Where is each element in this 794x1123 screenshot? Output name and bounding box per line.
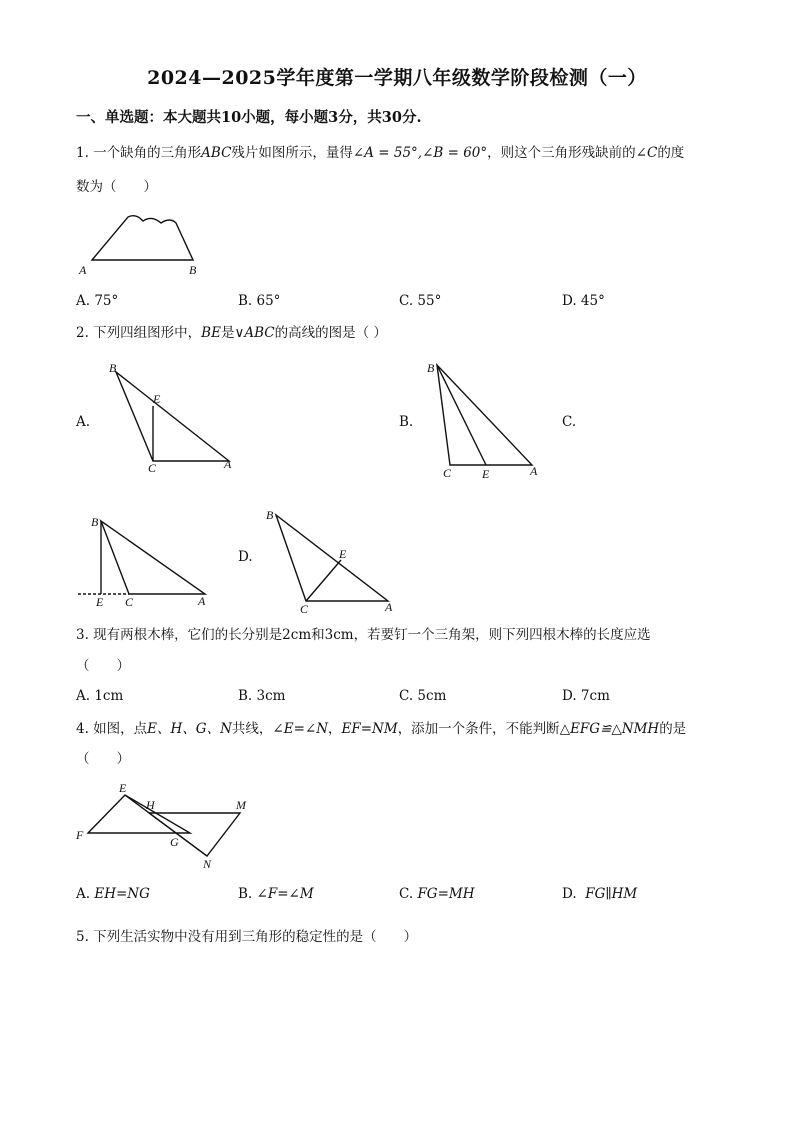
q2-figure-b[interactable] [420, 357, 550, 482]
q4-option-b-prefix: B. [238, 886, 253, 902]
q2a-label-a: A [224, 457, 232, 471]
q2-triangle-name: ∨ABC [234, 325, 275, 341]
q4-option-a[interactable] [76, 886, 150, 902]
q1-option-c[interactable]: C. 55° [399, 293, 442, 309]
q4-label-e: E [119, 781, 127, 795]
q4-text: ，添加一个条件，不能判断 [397, 721, 560, 737]
q3-option-a[interactable]: A. 1cm [76, 688, 124, 704]
q2d-label-c: C [300, 602, 309, 615]
q4-option-c-prefix: C. [399, 886, 414, 902]
q4-option-a-text: EH=NG [94, 886, 150, 902]
q4-text: 4. 如图，点 [76, 721, 148, 737]
question-2-stem [76, 323, 387, 343]
q1-text: 1. 一个缺角的三角形 [76, 145, 202, 161]
q2-option-d-label[interactable]: D. [238, 549, 253, 565]
q2b-label-c: C [443, 466, 452, 480]
q4-option-d[interactable] [562, 886, 637, 902]
q2c-label-c: C [125, 595, 134, 609]
q2-text: 是 [220, 325, 235, 341]
question-1-stem [76, 143, 684, 163]
q4-option-b[interactable] [238, 886, 314, 902]
q2d-segment-ce [306, 560, 341, 601]
q2-segment: BE [201, 325, 221, 341]
q3-option-d[interactable]: D. 7cm [562, 688, 610, 704]
q2a-label-b: B [109, 361, 117, 375]
q4-side-condition: EF=NM [341, 721, 398, 737]
q3-option-c[interactable]: C. 5cm [399, 688, 447, 704]
q4-label-g: G [170, 835, 179, 849]
q2b-triangle [437, 365, 532, 465]
q2c-label-b: B [91, 515, 99, 529]
q4-angle-condition: ∠E=∠N [272, 721, 329, 737]
q3-option-b[interactable]: B. 3cm [238, 688, 286, 704]
q2c-triangle [101, 521, 205, 594]
question-4-stem [76, 719, 686, 739]
q4-text: 的是 [659, 721, 687, 737]
q1-option-a[interactable]: A. 75° [76, 293, 119, 309]
q2-figure-a[interactable] [100, 360, 245, 475]
q2d-triangle [276, 515, 388, 601]
q4-option-d-text: FG∥HM [585, 886, 638, 902]
q4-option-a-prefix: A. [76, 886, 91, 902]
q2b-segment-be [437, 365, 486, 465]
q4-line-en [125, 795, 207, 856]
q2d-label-b: B [266, 508, 274, 522]
q2a-label-c: C [148, 461, 157, 475]
q4-text: 共线， [231, 721, 273, 737]
q2b-label-b: B [427, 361, 435, 375]
q1-option-d[interactable]: D. 45° [562, 293, 605, 309]
q2-text: 2. 下列四组图形中， [76, 325, 202, 341]
q2-option-b-label[interactable]: B. [399, 414, 414, 430]
q4-congruence: △EFG≌△NMH [559, 721, 660, 737]
q4-option-b-text: ∠F=∠M [256, 886, 314, 902]
q2c-label-a: A [198, 594, 206, 608]
q1-broken-triangle [92, 216, 193, 260]
q1-text: 的度 [657, 145, 685, 161]
q4-label-h: H [146, 798, 155, 812]
question-3-stem: 3. 现有两根木棒，它们的长分别是2cm和3cm，若要钉一个三角架，则下列四根木棒的长度应选 [76, 627, 651, 643]
q1-triangle-name: ABC [201, 145, 232, 161]
q2c-label-e: E [96, 595, 104, 609]
q2b-label-e: E [482, 467, 490, 481]
q1-text: ，则这个三角形残缺前的 [487, 145, 636, 161]
section-heading: 一、单选题：本大题共10小题，每小题3分，共30分. [76, 109, 422, 126]
q4-figure [74, 778, 264, 873]
q2-option-a-label[interactable]: A. [76, 414, 91, 430]
q1-angles: ∠A = 55°,∠B = 60° [352, 145, 488, 161]
question-1-stem-line2: 数为（ ） [76, 179, 157, 195]
question-3-stem-line2: （ ） [76, 658, 130, 674]
q4-label-m: M [236, 798, 246, 812]
q4-option-c[interactable] [399, 886, 475, 902]
page-title: 2024—2025学年度第一学期八年级数学阶段检测（一） [147, 67, 647, 89]
q2d-label-e: E [339, 547, 347, 561]
q2a-label-e: E [153, 392, 161, 406]
q2-text: 的高线的图是（ ） [274, 325, 387, 341]
q1-text: 残片如图所示，量得 [231, 145, 353, 161]
q2-option-c-label[interactable]: C. [562, 414, 577, 430]
question-5-stem: 5. 下列生活实物中没有用到三角形的稳定性的是（ ） [76, 929, 418, 945]
q4-label-f: F [76, 828, 84, 842]
q1-label-a: A [79, 263, 87, 277]
q2d-label-a: A [385, 600, 393, 614]
q1-figure [76, 205, 216, 280]
q1-label-b: B [189, 263, 197, 277]
q4-text: ， [328, 721, 342, 737]
q4-triangle-nmh [149, 813, 240, 856]
q1-angle-c: ∠C [635, 145, 658, 161]
q4-option-c-text: FG=MH [417, 886, 475, 902]
q2-figure-d[interactable] [262, 505, 402, 615]
q4-points: E、H、G、N [147, 721, 232, 737]
q2b-label-a: A [530, 464, 538, 478]
q4-option-d-prefix: D. [562, 886, 577, 902]
q2a-triangle [116, 372, 229, 461]
q4-triangle-efg [88, 795, 190, 833]
q2-figure-c[interactable] [76, 512, 216, 612]
question-4-stem-line2: （ ） [76, 751, 130, 767]
q1-option-b[interactable]: B. 65° [238, 293, 281, 309]
q4-label-n: N [203, 857, 212, 871]
